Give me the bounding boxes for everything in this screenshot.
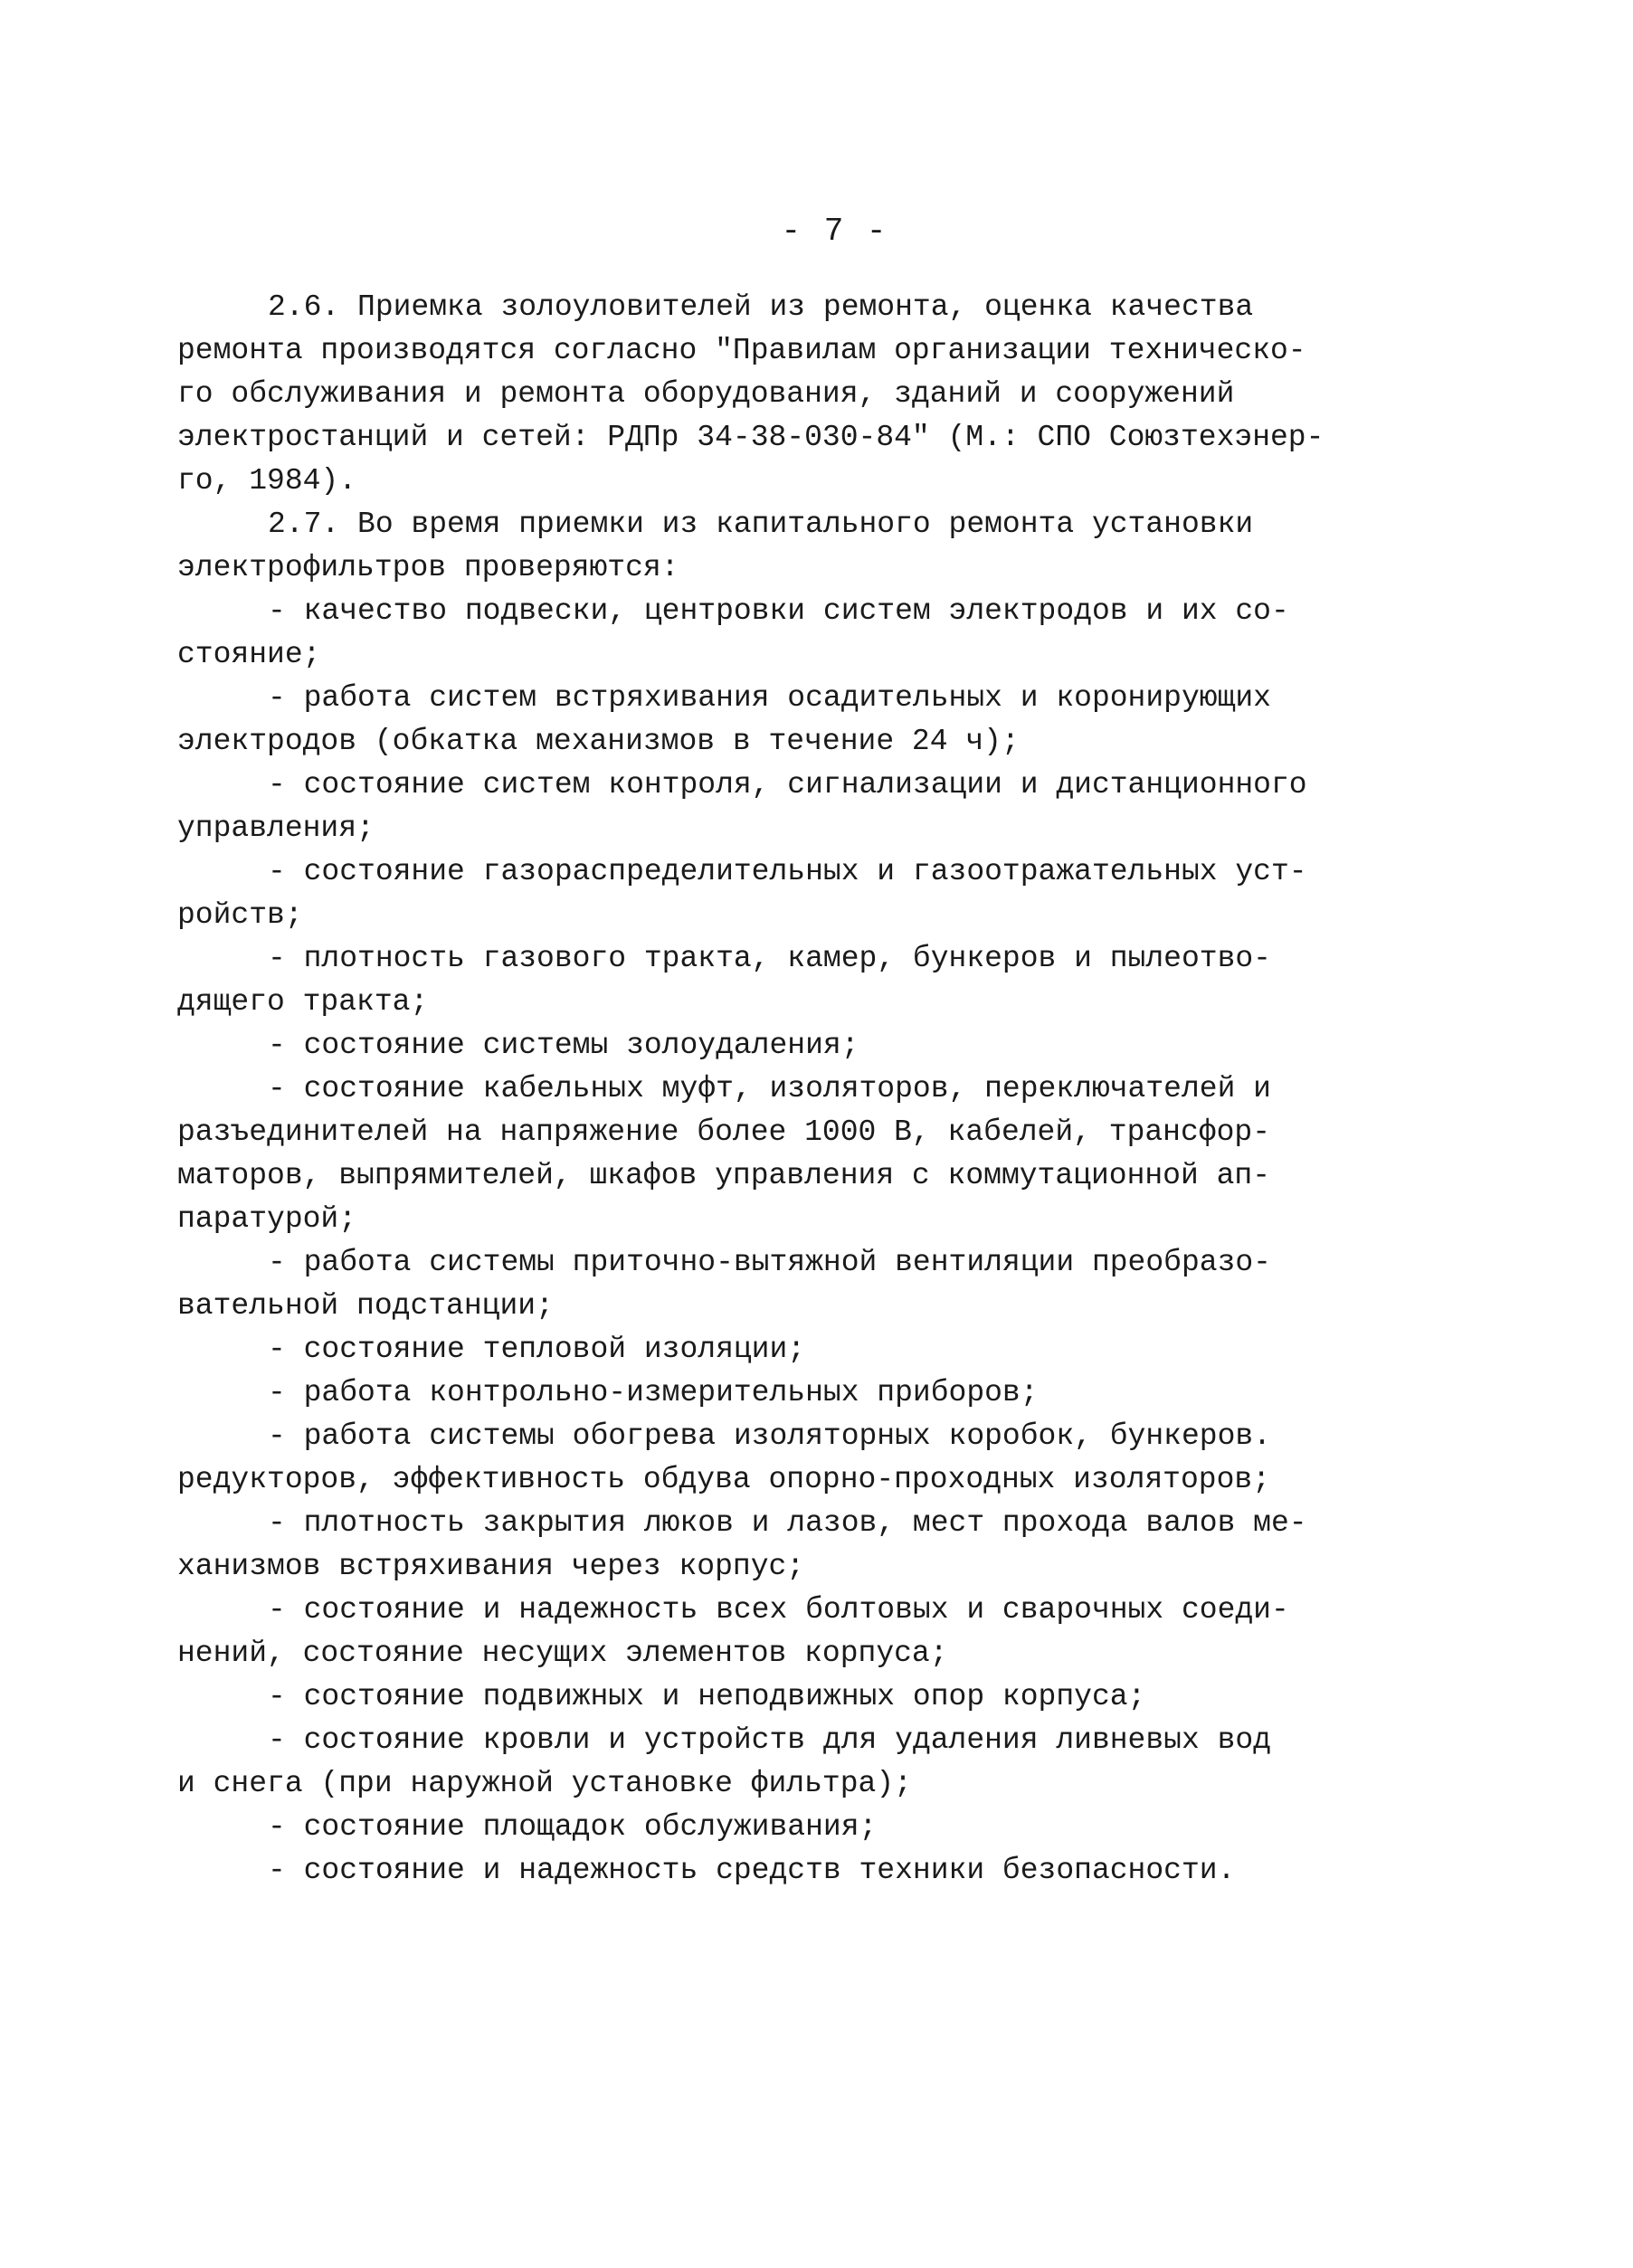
list-item: - работа системы приточно-вытяжной вентиляции преобразо-	[268, 1246, 1271, 1279]
text-line: нений, состояние несущих элементов корпуса;	[177, 1637, 948, 1670]
list-item: - состояние и надежность средств техники безопасности.	[268, 1854, 1236, 1887]
text-line: ремонта производятся согласно "Правилам организации техническо-	[177, 334, 1306, 367]
list-item: - плотность закрытия люков и лазов, мест прохода валов ме-	[268, 1506, 1307, 1540]
page-number: - 7 -	[781, 213, 888, 250]
list-item: - состояние кабельных муфт, изоляторов, переключателей и	[268, 1072, 1271, 1106]
text-line: маторов, выпрямителей, шкафов управления с коммутационной ап-	[177, 1159, 1270, 1192]
list-item: - состояние газораспределительных и газоотражательных уст-	[268, 855, 1307, 888]
text-line: го обслуживания и ремонта оборудования, зданий и сооружений	[177, 377, 1235, 411]
text-line: редукторов, эффективность обдува опорно-проходных изоляторов;	[177, 1463, 1270, 1496]
text-line: стояние;	[177, 638, 321, 671]
text-line: 2.6. Приемка золоуловителей из ремонта, оценка качества	[268, 290, 1254, 324]
list-item: - состояние систем контроля, сигнализации и дистанционного	[268, 768, 1307, 802]
text-line: 2.7. Во время приемки из капитального ремонта установки	[268, 508, 1254, 541]
list-item: - состояние и надежность всех болтовых и сварочных соеди-	[268, 1593, 1289, 1627]
text-line: электрофильтров проверяются:	[177, 551, 679, 584]
list-item: - работа контрольно-измерительных приборов;	[268, 1376, 1039, 1409]
text-line: электростанций и сетей: РДПр 34-38-030-84" (М.: СПО Союзтехэнер-	[177, 421, 1324, 454]
text-line: электродов (обкатка механизмов в течение 24 ч);	[177, 725, 1020, 758]
text-line: вательной подстанции;	[177, 1289, 554, 1323]
text-line: и снега (при наружной установке фильтра);	[177, 1767, 912, 1800]
text-line: дящего тракта;	[177, 985, 429, 1019]
text-line: ройств;	[177, 898, 303, 932]
document-body	[177, 286, 1324, 1893]
list-item: - работа системы обогрева изоляторных коробок, бункеров.	[268, 1419, 1271, 1453]
text-line: управления;	[177, 811, 375, 845]
list-item: - состояние системы золоудаления;	[268, 1029, 859, 1062]
list-item: - плотность газового тракта, камер, бункеров и пылеотво-	[268, 942, 1271, 975]
list-item: - состояние тепловой изоляции;	[268, 1333, 806, 1366]
list-item: - работа систем встряхивания осадительных и коронирующих	[268, 681, 1271, 715]
text-line: паратурой;	[177, 1202, 357, 1236]
text-line: разъединителей на напряжение более 1000 В, кабелей, трансфор-	[177, 1115, 1270, 1149]
list-item: - качество подвески, центровки систем электродов и их со-	[268, 594, 1289, 628]
list-item: - состояние кровли и устройств для удаления ливневых вод	[268, 1723, 1271, 1757]
list-item: - состояние подвижных и неподвижных опор корпуса;	[268, 1680, 1146, 1713]
text-line: го, 1984).	[177, 464, 357, 498]
text-line: ханизмов встряхивания через корпус;	[177, 1550, 805, 1583]
list-item: - состояние площадок обслуживания;	[268, 1810, 878, 1844]
